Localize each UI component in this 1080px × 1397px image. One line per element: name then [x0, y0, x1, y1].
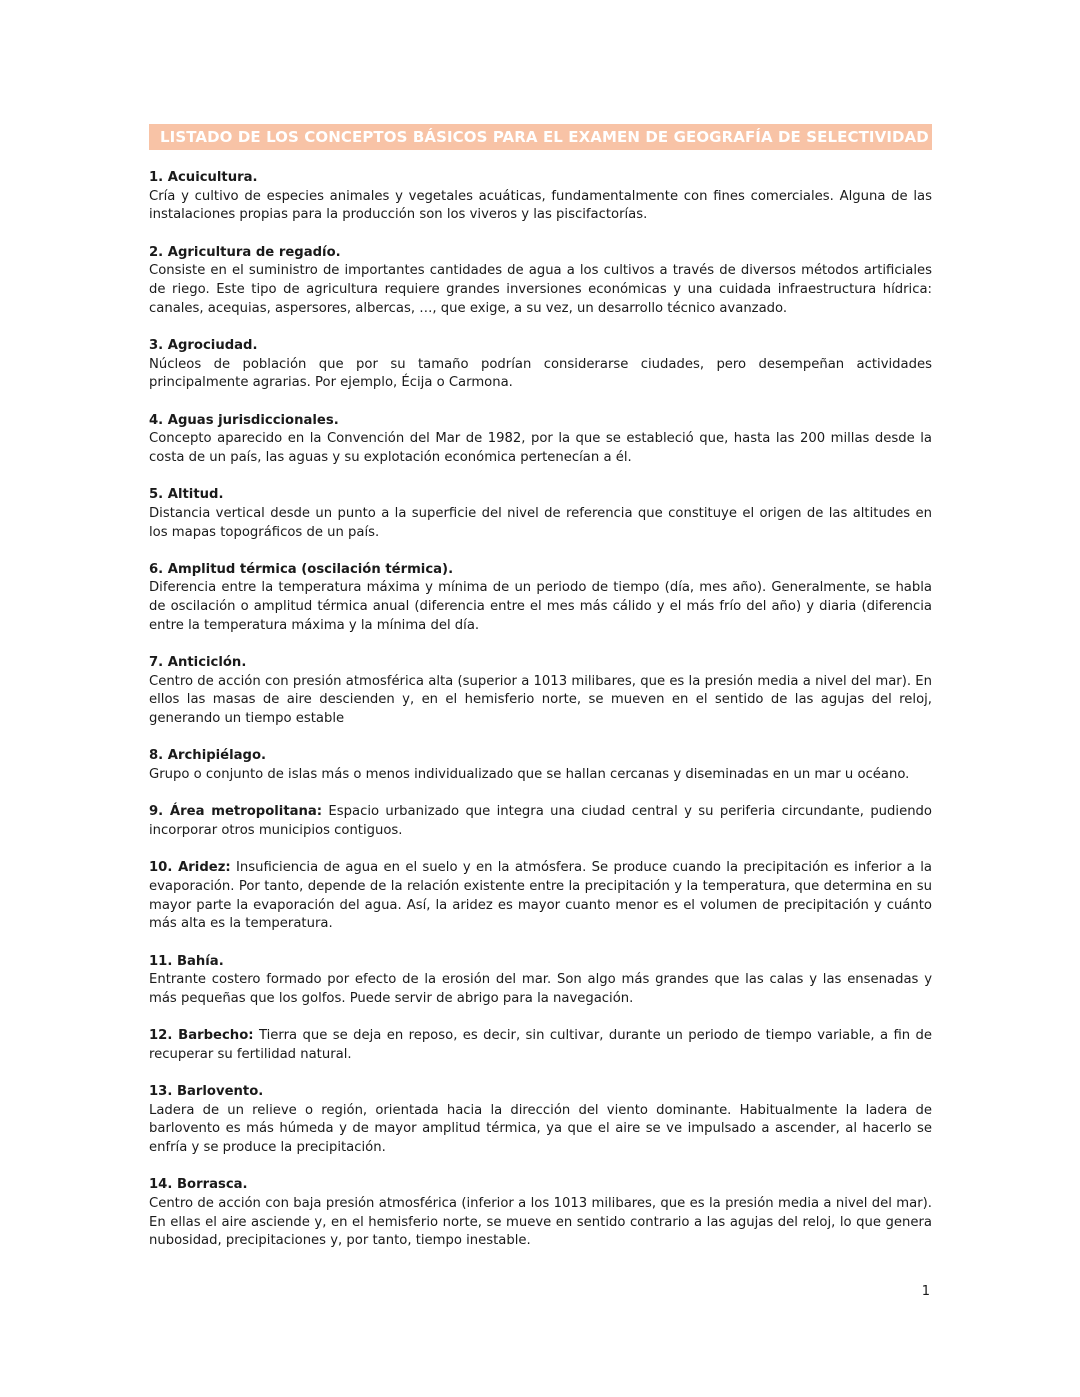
- concept-term: 14. Borrasca.: [149, 1177, 248, 1193]
- concept-entry: [149, 747, 932, 784]
- concept-definition: Tierra que se deja en reposo, es decir, sin cultivar, durante un periodo de tiempo variable, a fin de recuperar su fertilidad natural.: [149, 1028, 933, 1062]
- concept-entry: [149, 803, 932, 840]
- concept-term: 12. Barbecho:: [149, 1028, 254, 1044]
- page-number: 1: [921, 1284, 930, 1299]
- concept-definition: Consiste en el suministro de importantes cantidades de agua a los cultivos a través de diversos métodos artificiales de riego. Este tipo de agricultura requiere grandes inversiones económicas y una cuidada infraestructura hídrica: canales, acequias, aspersores, albercas, …, que exige, a su vez, un desarrollo técnico avanzado.: [149, 263, 932, 316]
- concept-entry: [149, 859, 932, 934]
- concept-definition: Espacio urbanizado que integra una ciudad central y su periferia circundante, pudiendo incorporar otros municipios contiguos.: [149, 804, 932, 838]
- concept-term: 7. Anticiclón.: [149, 655, 247, 671]
- concept-entry: [149, 1176, 932, 1251]
- concept-term: 9. Área metropolitana:: [149, 804, 323, 820]
- concept-definition: Centro de acción con presión atmosférica alta (superior a 1013 milibares, que es la presión media a nivel del mar). En ellos las masas de aire descienden y, en el hemisferio norte, se mueven en el sentido de las agujas del reloj, generando un tiempo estable: [149, 673, 932, 727]
- document-title-banner: LISTADO DE LOS CONCEPTOS BÁSICOS PARA EL EXAMEN DE GEOGRAFÍA DE SELECTIVIDAD: [149, 124, 932, 150]
- concept-term: 6. Amplitud térmica (oscilación térmica).: [149, 561, 454, 577]
- concept-term: 1. Acuicultura.: [149, 170, 258, 185]
- concept-entry: [149, 486, 932, 542]
- concept-definition: Entrante costero formado por efecto de la erosión del mar. Son algo más grandes que las calas y las ensenadas y más pequeñas que los golfos. Puede servir de abrigo para la navegación.: [149, 972, 932, 1006]
- concept-entry: [149, 654, 932, 729]
- concept-definition: Núcleos de población que por su tamaño podrían considerarse ciudades, pero desempeñan actividades principalmente agrarias. Por ejemplo, Écija o Carmona.: [149, 356, 932, 391]
- document-page: [149, 124, 932, 1270]
- concept-definition: Ladera de un relieve o región, orientada hacia la dirección del viento dominante. Habitualmente la ladera de barlovento es más húmeda y de mayor amplitud térmica, ya que el aire se ve impulsado a ascender, al hacerlo se enfría y se produce la precipitación.: [149, 1102, 932, 1156]
- concept-entry: [149, 953, 932, 1009]
- concept-definition: Cría y cultivo de especies animales y vegetales acuáticas, fundamentalmente con fines comerciales. Alguna de las instalaciones propias para la producción son los viveros y las piscifactorías.: [149, 188, 932, 223]
- concept-term: 10. Aridez:: [149, 860, 231, 876]
- concept-entry: [149, 1083, 932, 1158]
- concept-term: 5. Altitud.: [149, 487, 224, 503]
- concept-list: [149, 169, 932, 1251]
- concept-entry: [149, 169, 932, 225]
- concept-term: 3. Agrociudad.: [149, 337, 258, 353]
- concept-entry: [149, 1027, 932, 1064]
- concept-definition: Diferencia entre la temperatura máxima y mínima de un periodo de tiempo (día, mes año). Generalmente, se habla de oscilación o amplitud térmica anual (diferencia entre el mes más cálido y el más frío del año) y diaria (diferencia entre la temperatura máxima y la mínima del día.: [149, 580, 932, 633]
- concept-entry: [149, 244, 932, 319]
- concept-entry: [149, 561, 932, 636]
- concept-entry: [149, 337, 932, 393]
- concept-term: 11. Bahía.: [149, 953, 224, 969]
- concept-definition: Grupo o conjunto de islas más o menos individualizado que se hallan cercanas y diseminadas en un mar u océano.: [149, 767, 910, 783]
- concept-term: 4. Aguas jurisdiccionales.: [149, 412, 339, 428]
- concept-definition: Insuficiencia de agua en el suelo y en la atmósfera. Se produce cuando la precipitación es inferior a la evaporación. Por tanto, depende de la relación existente entre la precipitación y la temperatura, que determina en su mayor parte la evaporación del agua. Así, la aridez es mayor cuanto menor es el volumen de precipitación y cuánto más alta es la temperatura.: [149, 860, 932, 932]
- concept-definition: Centro de acción con baja presión atmosférica (inferior a los 1013 milibares, que es la presión media a nivel del mar). En ellas el aire asciende y, en el hemisferio norte, se mueve en sentido contrario a las agujas del reloj, lo que genera nubosidad, precipitaciones y, por tanto, tiempo inestable.: [149, 1196, 932, 1249]
- concept-term: 13. Barlovento.: [149, 1084, 264, 1100]
- concept-definition: Distancia vertical desde un punto a la superficie del nivel de referencia que constituye el origen de las altitudes en los mapas topográficos de un país.: [149, 505, 932, 540]
- concept-term: 8. Archipiélago.: [149, 748, 267, 764]
- concept-definition: Concepto aparecido en la Convención del Mar de 1982, por la que se estableció que, hasta las 200 millas desde la costa de un país, las aguas y su explotación económica pertenecían a él.: [149, 431, 932, 465]
- concept-term: 2. Agricultura de regadío.: [149, 244, 341, 260]
- concept-entry: [149, 412, 932, 468]
